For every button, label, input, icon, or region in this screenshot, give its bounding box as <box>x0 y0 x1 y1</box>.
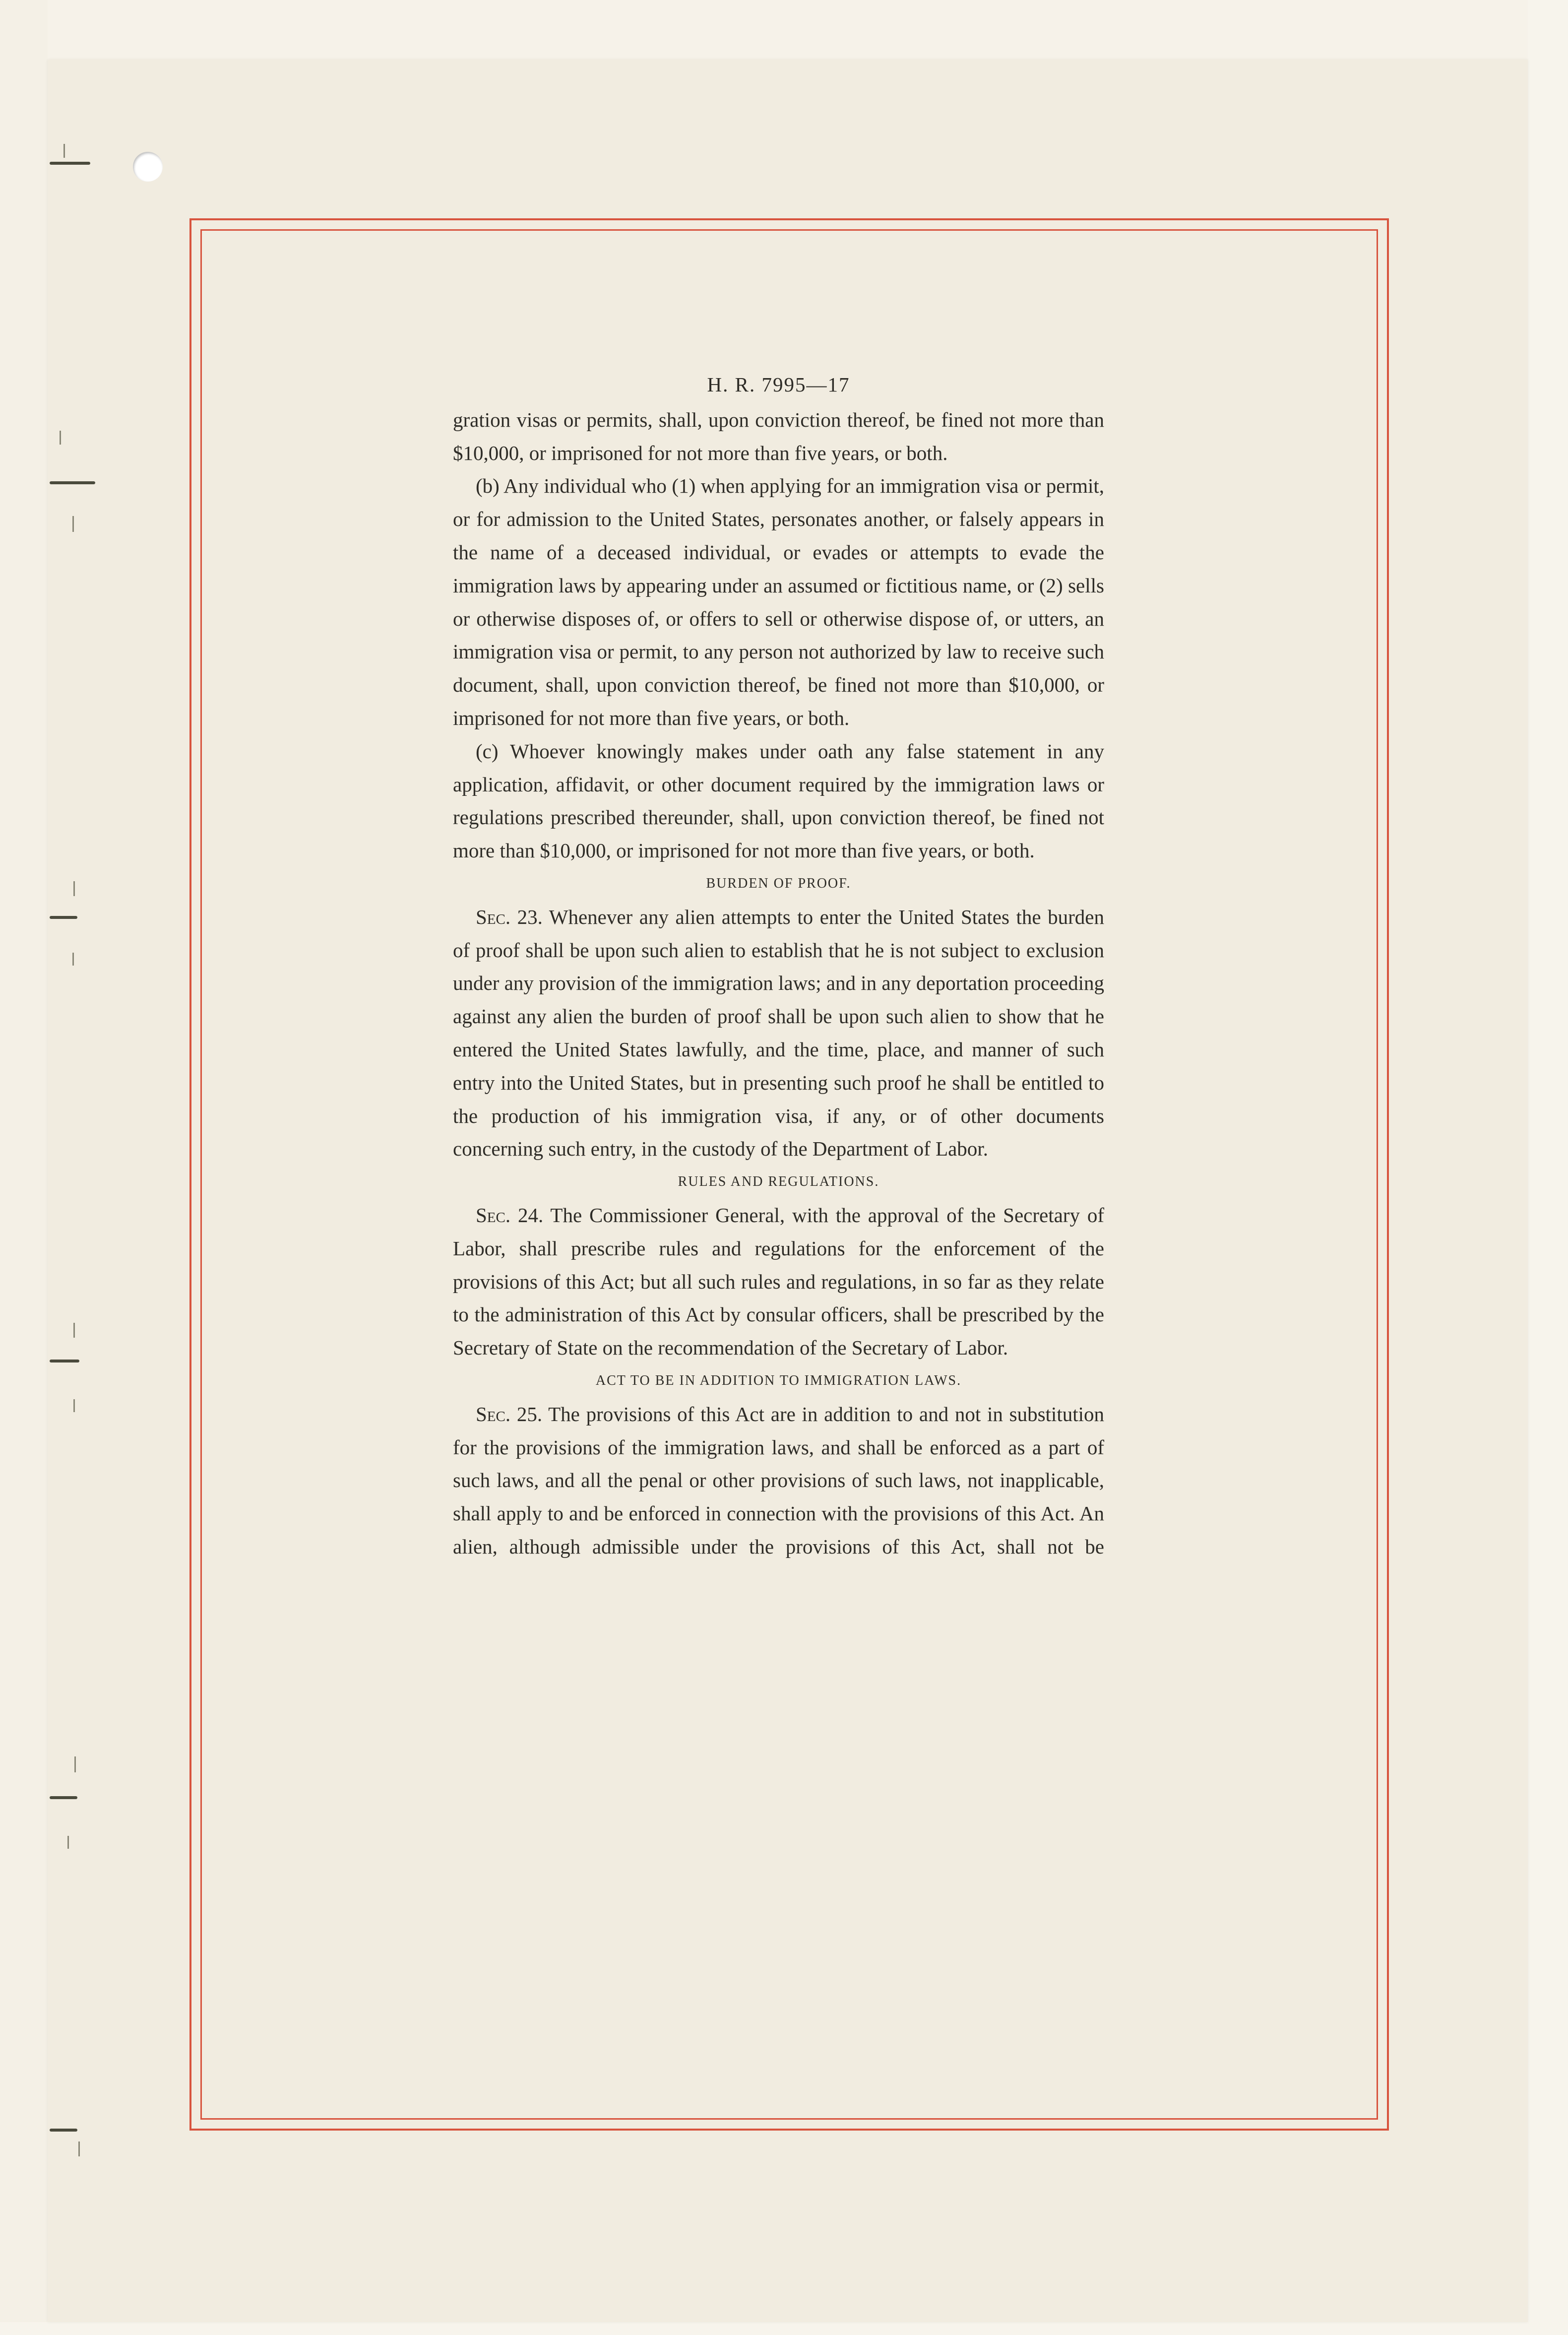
paragraph-continuation: gration visas or permits, shall, upon conviction thereof, be fined not more than $10,000, or imprisoned for not more than five years, or both. <box>453 408 1104 464</box>
section-25 <box>453 1398 1104 1563</box>
binding-tick <box>74 1756 76 1772</box>
punch-hole <box>133 152 163 182</box>
section-23-text: 23. Whenever any alien attempts to enter the United States the burden of proof shall be upon such alien to establish that he is not subject to exclusion under any provision of the immigration laws; and in any deportation proceeding against any alien the burden of proof shall be upon such alien to show that he entered the United States lawfully, and the time, place, and manner of such entry into the United States, but in presenting such proof he shall be entitled to the production of his immigration visa, if any, or of other documents concerning such entry, in the custody of the Department of Labor. <box>453 905 1104 1161</box>
binding-tick <box>72 953 74 966</box>
binding-mark <box>50 2129 77 2132</box>
binding-mark <box>50 481 95 484</box>
section-heading-25: ACT TO BE IN ADDITION TO IMMIGRATION LAWS. <box>595 1372 962 1388</box>
section-24 <box>453 1199 1104 1364</box>
paragraph-c: (c) Whoever knowingly makes under oath any false statement in any application, affidavit, or other document required by the immigration laws or regulations prescribed thereunder, shall, upon conviction thereof, be fined not more than $10,000, or imprisoned for not more than five years, or both. <box>453 739 1104 862</box>
background-left <box>0 0 48 2335</box>
section-label: Sec. <box>476 1402 511 1426</box>
background-right <box>1528 0 1568 2335</box>
section-label: Sec. <box>476 1203 511 1227</box>
binding-mark <box>50 1360 79 1362</box>
section-label: Sec. <box>476 905 511 928</box>
section-25-text: 25. The provisions of this Act are in addition to and not in substitution for the provisions of the immigration laws, and shall be enforced as a part of such laws, and all the penal or other provisions of such laws, not inapplicable, shall apply to and be enforced in connection with the provisions of this Act. An alien, although admissible under the provisions of this Act, shall not be <box>453 1402 1104 1558</box>
background-bottom <box>0 2322 1568 2335</box>
binding-mark <box>50 162 90 165</box>
section-23 <box>453 901 1104 1166</box>
background-top <box>0 0 1568 60</box>
binding-tick <box>73 1323 75 1338</box>
document-text <box>453 368 1104 1563</box>
binding-tick <box>72 516 74 532</box>
section-24-text: 24. The Commissioner General, with the approval of the Secretary of Labor, shall prescribe rules and regulations for the enforcement of the provisions of this Act; but all such rules and regulations, in so far as they relate to the administration of this Act by consular officers, shall be prescribed by the Secretary of State on the recommendation of the Secretary of Labor. <box>453 1203 1105 1360</box>
binding-mark <box>50 916 77 919</box>
binding-tick <box>63 144 65 158</box>
section-heading-23: BURDEN OF PROOF. <box>706 875 851 891</box>
binding-tick <box>78 2141 80 2156</box>
running-head: H. R. 7995—17 <box>707 373 850 396</box>
paragraph-b: (b) Any individual who (1) when applying for an immigration visa or permit, or for admission to the United States, personates another, or falsely appears in the name of a deceased individual, or evades or attempts to evade the immigration laws by appearing under an assumed or fictitious name, or (2) sells or otherwise disposes of, or offers to sell or otherwise dispose of, or utters, an immigration visa or permit, to any person not authorized by law to receive such document, shall, upon conviction thereof, be fined not more than $10,000, or imprisoned for not more than five years, or both. <box>453 474 1104 729</box>
binding-tick <box>73 881 75 896</box>
section-heading-24: RULES AND REGULATIONS. <box>678 1174 879 1190</box>
binding-mark <box>50 1796 77 1799</box>
binding-tick <box>60 431 61 445</box>
binding-tick <box>73 1399 75 1412</box>
binding-tick <box>67 1836 69 1849</box>
